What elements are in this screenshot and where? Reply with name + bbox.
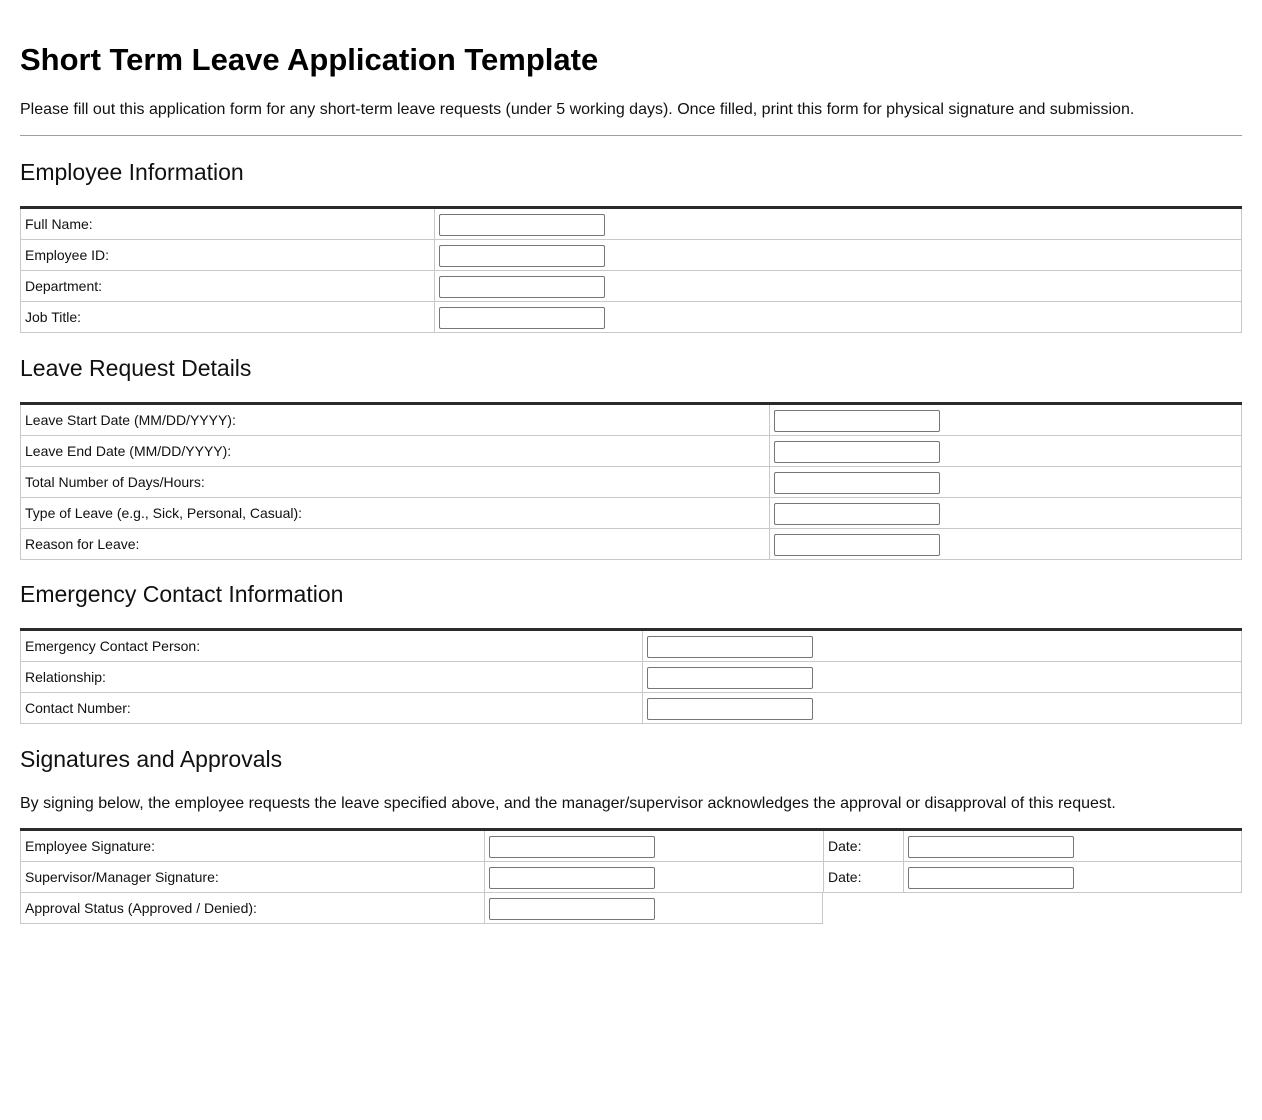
contact-number-field[interactable]	[647, 698, 813, 720]
department-field[interactable]	[439, 276, 605, 298]
employee-date-label: Date:	[823, 831, 903, 861]
page-title: Short Term Leave Application Template	[20, 42, 599, 77]
leave-type-cell	[769, 498, 1241, 528]
table-row-supervisor-signature	[20, 862, 1242, 893]
table-row-employee-id	[20, 240, 1242, 271]
employee-signature-cell	[484, 831, 823, 861]
supervisor-signature-label: Supervisor/Manager Signature:	[25, 869, 219, 885]
leave-end-label: Leave End Date (MM/DD/YYYY):	[25, 443, 232, 459]
contact-number-label: Contact Number:	[25, 700, 131, 716]
leave-type-field[interactable]	[774, 503, 940, 525]
table-row-full-name	[20, 209, 1242, 240]
leave-end-cell	[769, 436, 1241, 466]
contact-number-cell	[642, 693, 1241, 723]
total-days-cell	[769, 467, 1241, 497]
table-row-relationship	[20, 662, 1242, 693]
employee-id-field[interactable]	[439, 245, 605, 267]
signatures-heading: Signatures and Approvals	[20, 746, 283, 772]
approval-status-field[interactable]	[489, 898, 655, 920]
leave-end-date-field[interactable]	[774, 441, 940, 463]
approval-status-cell	[484, 893, 822, 923]
supervisor-date-field[interactable]	[908, 867, 1074, 889]
full-name-cell	[434, 209, 1241, 239]
table-row-employee-signature	[20, 831, 1242, 862]
full-name-label: Full Name:	[25, 216, 93, 232]
table-row-leave-start	[20, 405, 1242, 436]
employee-info-heading: Employee Information	[20, 159, 244, 185]
job-title-cell	[434, 302, 1241, 332]
relationship-field[interactable]	[647, 667, 813, 689]
leave-details-heading: Leave Request Details	[20, 355, 252, 381]
employee-id-label: Employee ID:	[25, 247, 110, 263]
employee-date-field[interactable]	[908, 836, 1074, 858]
leave-start-date-field[interactable]	[774, 410, 940, 432]
table-row-emergency-person	[20, 631, 1242, 662]
relationship-label: Relationship:	[25, 669, 106, 685]
leave-reason-field[interactable]	[774, 534, 940, 556]
signatures-note: By signing below, the employee requests the leave specified above, and the manager/supervisor acknowledges the approval or disapproval of this request.	[20, 795, 1116, 812]
table-row-approval-status	[20, 893, 823, 924]
emergency-person-cell	[642, 631, 1241, 661]
total-days-label: Total Number of Days/Hours:	[25, 474, 205, 490]
approval-status-label: Approval Status (Approved / Denied):	[25, 900, 257, 916]
employee-signature-field[interactable]	[489, 836, 655, 858]
supervisor-date-cell	[903, 862, 1241, 892]
table-row-contact-number	[20, 693, 1242, 724]
table-row-total-days	[20, 467, 1242, 498]
emergency-contact-person-field[interactable]	[647, 636, 813, 658]
leave-start-cell	[769, 405, 1241, 435]
department-cell	[434, 271, 1241, 301]
leave-reason-cell	[769, 529, 1241, 559]
table-row-department	[20, 271, 1242, 302]
full-name-field[interactable]	[439, 214, 605, 236]
table-row-job-title	[20, 302, 1242, 333]
emergency-person-label: Emergency Contact Person:	[25, 638, 201, 654]
supervisor-signature-cell	[484, 862, 823, 892]
leave-reason-label: Reason for Leave:	[25, 536, 140, 552]
total-days-field[interactable]	[774, 472, 940, 494]
department-label: Department:	[25, 278, 103, 294]
employee-id-cell	[434, 240, 1241, 270]
relationship-cell	[642, 662, 1241, 692]
job-title-field[interactable]	[439, 307, 605, 329]
table-row-leave-end	[20, 436, 1242, 467]
supervisor-signature-field[interactable]	[489, 867, 655, 889]
employee-date-cell	[903, 831, 1241, 861]
table-row-leave-type	[20, 498, 1242, 529]
divider	[20, 135, 1242, 136]
intro-text: Please fill out this application form for any short-term leave requests (under 5 working days). Once filled, print this form for physical signature and submission.	[20, 101, 1135, 118]
leave-type-label: Type of Leave (e.g., Sick, Personal, Casual):	[25, 505, 303, 521]
employee-signature-label: Employee Signature:	[25, 838, 155, 854]
emergency-contact-heading: Emergency Contact Information	[20, 581, 344, 607]
job-title-label: Job Title:	[25, 309, 82, 325]
supervisor-date-label: Date:	[823, 862, 903, 892]
leave-start-label: Leave Start Date (MM/DD/YYYY):	[25, 412, 236, 428]
table-row-leave-reason	[20, 529, 1242, 560]
